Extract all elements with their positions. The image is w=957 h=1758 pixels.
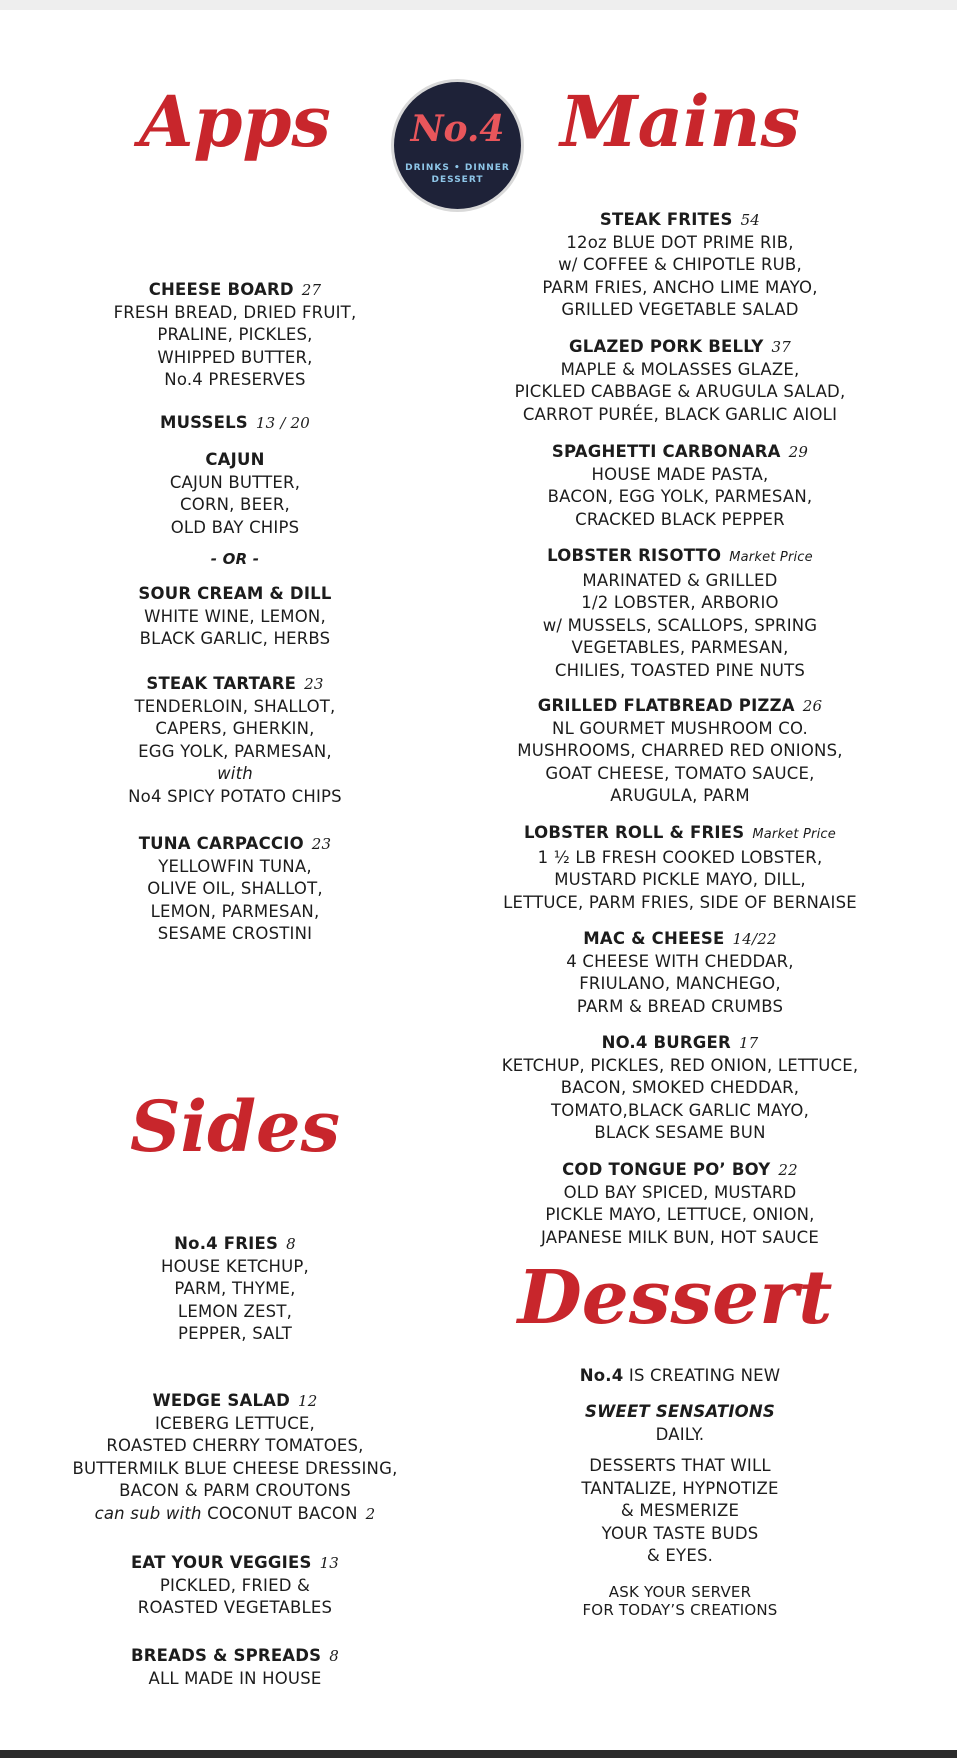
item-price: 54 (740, 211, 761, 229)
mains-title: Mains (560, 80, 800, 163)
menu-item-fries (35, 1233, 435, 1346)
logo-tagline: DRINKS • DINNER DESSERT (405, 163, 510, 185)
menu-item-sour-cream-dill (35, 583, 435, 651)
menu-item-glazed-pork-belly (480, 336, 880, 426)
sides-title: Sides (129, 1085, 341, 1168)
item-description: ALL MADE IN HOUSE (148, 1668, 322, 1688)
item-description: TENDERLOIN, SHALLOT, CAPERS, GHERKIN, EGG YOLK, PARMESAN, (134, 696, 336, 761)
item-price: 8 (329, 1647, 340, 1665)
dessert-line1: IS CREATING NEW (628, 1366, 781, 1385)
item-name: STEAK TARTARE (146, 674, 297, 693)
menu-item-wedge-salad (35, 1390, 435, 1525)
item-description: MAPLE & MOLASSES GLAZE, PICKLED CABBAGE & ARUGULA SALAD, CARROT PURÉE, BLACK GARLIC AIOLI (514, 359, 846, 424)
item-description: HOUSE MADE PASTA, BACON, EGG YOLK, PARMESAN, CRACKED BLACK PEPPER (547, 464, 813, 529)
item-name: STEAK FRITES (599, 210, 733, 229)
menu-item-breads-spreads (35, 1645, 435, 1690)
dessert-description (480, 1455, 880, 1568)
top-bar (0, 0, 957, 10)
menu-item-eat-your-veggies (35, 1552, 435, 1620)
item-description: ICEBERG LETTUCE, ROASTED CHERRY TOMATOES, BUTTERMILK BLUE CHEESE DRESSING, BACON & PARM CROUTONS (72, 1413, 398, 1500)
menu-item-lobster-roll-fries (480, 822, 880, 914)
item-price: 12 (298, 1392, 318, 1410)
item-price: 13 / 20 (255, 414, 311, 432)
item-price: 14/22 (732, 930, 777, 948)
dessert-intro (480, 1365, 880, 1388)
item-price: 23 (311, 835, 332, 853)
item-description: CAJUN BUTTER, CORN, BEER, OLD BAY CHIPS (169, 472, 301, 537)
item-name: No.4 FRIES (174, 1234, 279, 1253)
item-name: WEDGE SALAD (152, 1391, 291, 1410)
item-description: MARINATED & GRILLED 1/2 LOBSTER, ARBORIO w/ MUSSELS, SCALLOPS, SPRING VEGETABLES, PARMESAN, CHILIES, TOASTED PINE NUTS (542, 570, 818, 680)
or-label: - OR - (210, 550, 260, 568)
item-name: GRILLED FLATBREAD PIZZA (537, 696, 795, 715)
dessert-sweet-sensations (480, 1401, 880, 1446)
menu-item-steak-tartare (35, 673, 435, 808)
menu-item-cheese-board (35, 279, 435, 392)
item-description: KETCHUP, PICKLES, RED ONION, LETTUCE, BACON, SMOKED CHEDDAR, TOMATO,BLACK GARLIC MAYO, BLACK SESAME BUN (501, 1055, 859, 1142)
item-description: NL GOURMET MUSHROOM CO. MUSHROOMS, CHARRED RED ONIONS, GOAT CHEESE, TOMATO SAUCE, ARUGULA, PARM (517, 718, 843, 805)
item-name: NO.4 BURGER (601, 1033, 731, 1052)
item-name: GLAZED PORK BELLY (568, 337, 764, 356)
sub-note: COCONUT BACON (207, 1503, 358, 1523)
item-description-with: with (217, 764, 253, 783)
item-name: CHEESE BOARD (148, 280, 294, 299)
item-description-chips: No4 SPICY POTATO CHIPS (128, 786, 342, 806)
item-description: FRESH BREAD, DRIED FRUIT, PRALINE, PICKLES, WHIPPED BUTTER, No.4 PRESERVES (113, 302, 357, 389)
dessert-ask: ASK YOUR SERVER FOR TODAY’S CREATIONS (582, 1583, 778, 1619)
dessert-ask-server (480, 1583, 880, 1619)
item-price: 22 (778, 1161, 798, 1179)
dessert-line3: DAILY. (655, 1424, 705, 1444)
menu-item-cajun (35, 449, 435, 539)
logo-mark: No.4 (410, 108, 505, 150)
dessert-paragraph: DESSERTS THAT WILL TANTALIZE, HYPNOTIZE & MESMERIZE YOUR TASTE BUDS & EYES. (581, 1456, 779, 1565)
item-name: EAT YOUR VEGGIES (130, 1553, 312, 1572)
item-price: 17 (738, 1034, 759, 1052)
item-name: LOBSTER ROLL & FRIES (524, 823, 745, 842)
item-price: 23 (304, 675, 324, 693)
menu-item-cod-tongue-po-boy (480, 1159, 880, 1249)
item-description: 4 CHEESE WITH CHEDDAR, FRIULANO, MANCHEGO, PARM & BREAD CRUMBS (566, 951, 794, 1016)
item-description: PICKLED, FRIED & ROASTED VEGETABLES (137, 1575, 333, 1617)
item-description: WHITE WINE, LEMON, BLACK GARLIC, HERBS (139, 606, 331, 648)
item-description: 1 ½ LB FRESH COOKED LOBSTER, MUSTARD PICKLE MAYO, DILL, LETTUCE, PARM FRIES, SIDE OF BERNAISE (503, 847, 857, 912)
sub-note-price: 2 (365, 1504, 376, 1523)
item-price: 8 (286, 1235, 296, 1253)
bottom-bar (0, 1750, 957, 1758)
dessert-line2: SWEET SENSATIONS (585, 1402, 775, 1421)
menu-item-lobster-risotto (480, 545, 880, 682)
item-name: SOUR CREAM & DILL (138, 584, 332, 603)
sub-note-italic: can sub with (94, 1503, 202, 1523)
item-description: YELLOWFIN TUNA, OLIVE OIL, SHALLOT, LEMON, PARMESAN, SESAME CROSTINI (147, 856, 323, 943)
dessert-title: Dessert (517, 1255, 833, 1341)
menu-item-mac-cheese (480, 928, 880, 1018)
item-price: Market Price (752, 827, 836, 842)
item-name: BREADS & SPREADS (130, 1646, 322, 1665)
item-name: MUSSELS (159, 413, 248, 432)
menu-item-steak-frites (480, 209, 880, 322)
item-name: LOBSTER RISOTTO (547, 546, 722, 565)
item-price: 13 (319, 1554, 340, 1572)
item-description: 12oz BLUE DOT PRIME RIB, w/ COFFEE & CHIPOTLE RUB, PARM FRIES, ANCHO LIME MAYO, GRILLED VEGETABLE SALAD (542, 232, 818, 319)
item-description: OLD BAY SPICED, MUSTARD PICKLE MAYO, LETTUCE, ONION, JAPANESE MILK BUN, HOT SAUCE (541, 1182, 819, 1247)
item-name: TUNA CARPACCIO (138, 834, 304, 853)
menu-item-spaghetti-carbonara (480, 441, 880, 531)
item-name: SPAGHETTI CARBONARA (551, 442, 781, 461)
restaurant-logo (394, 82, 521, 209)
item-price: 29 (788, 443, 809, 461)
item-description: HOUSE KETCHUP, PARM, THYME, LEMON ZEST, PEPPER, SALT (161, 1256, 309, 1343)
item-name: COD TONGUE PO’ BOY (562, 1160, 771, 1179)
or-divider (35, 548, 435, 571)
item-name: MAC & CHEESE (583, 929, 725, 948)
item-price: 37 (771, 338, 791, 356)
item-price: Market Price (729, 550, 813, 565)
menu-item-mussels (35, 412, 435, 435)
item-price: 26 (802, 697, 823, 715)
item-price: 27 (301, 281, 322, 299)
apps-title: Apps (139, 80, 331, 163)
menu-item-grilled-flatbread-pizza (480, 695, 880, 808)
menu-item-tuna-carpaccio (35, 833, 435, 946)
dessert-brand: No.4 (579, 1366, 624, 1385)
item-name: CAJUN (205, 450, 265, 469)
menu-item-no4-burger (480, 1032, 880, 1145)
